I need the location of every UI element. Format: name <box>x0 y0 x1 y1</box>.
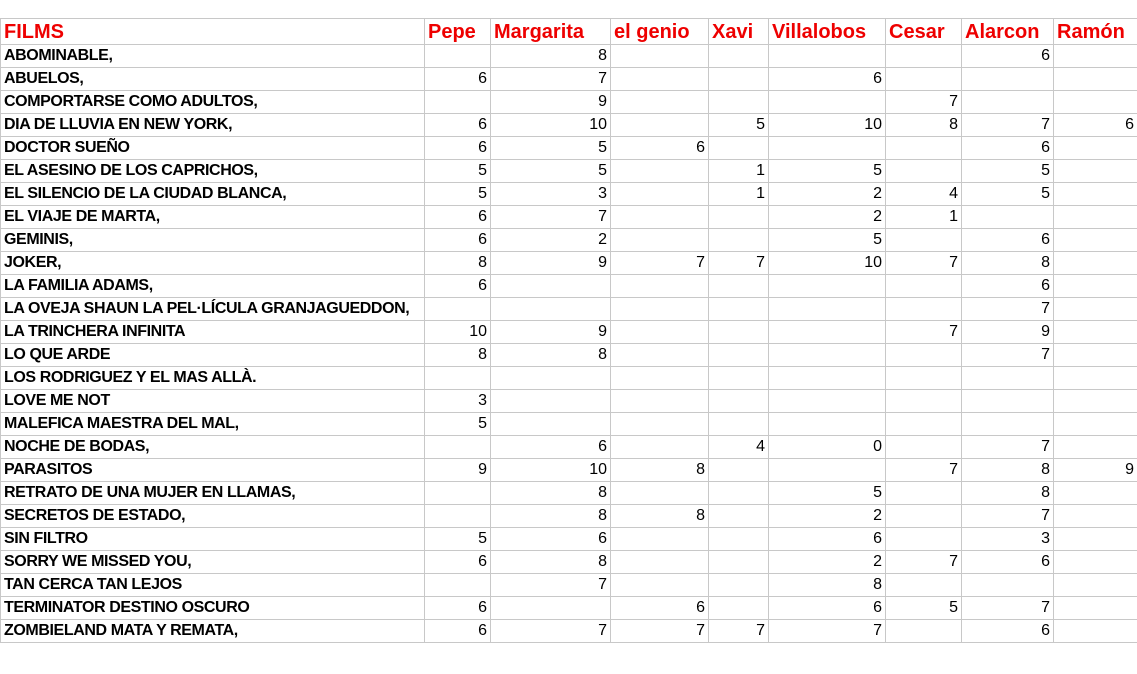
table-row <box>1 183 1137 206</box>
rating-cell[interactable]: 9 <box>1054 459 1137 482</box>
film-title-cell[interactable]: ZOMBIELAND MATA Y REMATA, <box>1 620 425 643</box>
film-title-cell[interactable]: GEMINIS, <box>1 229 425 252</box>
rating-cell[interactable]: 3 <box>425 390 491 413</box>
rating-cell[interactable]: 8 <box>491 551 611 574</box>
rating-cell[interactable] <box>611 275 709 298</box>
rating-cell[interactable]: 2 <box>491 229 611 252</box>
rating-cell[interactable]: 5 <box>769 160 886 183</box>
rating-cell[interactable]: 6 <box>425 275 491 298</box>
rating-cell[interactable] <box>611 344 709 367</box>
rating-cell[interactable]: 7 <box>491 68 611 91</box>
rating-cell[interactable] <box>425 505 491 528</box>
rating-cell[interactable]: 8 <box>962 482 1054 505</box>
rating-cell[interactable]: 10 <box>769 114 886 137</box>
rating-cell[interactable]: 9 <box>491 91 611 114</box>
rating-cell[interactable]: 6 <box>425 597 491 620</box>
rating-cell[interactable] <box>611 206 709 229</box>
rating-cell[interactable]: 7 <box>962 114 1054 137</box>
film-title-cell[interactable]: ABOMINABLE, <box>1 45 425 68</box>
film-rows <box>1 45 1137 643</box>
rating-cell[interactable] <box>769 321 886 344</box>
rating-cell[interactable]: 6 <box>425 620 491 643</box>
header-reviewer[interactable]: Ramón <box>1054 19 1137 45</box>
film-title-cell[interactable]: LO QUE ARDE <box>1 344 425 367</box>
rating-cell[interactable] <box>709 321 769 344</box>
rating-cell[interactable]: 9 <box>491 321 611 344</box>
table-row <box>1 620 1137 643</box>
rating-cell[interactable] <box>962 68 1054 91</box>
rating-cell[interactable] <box>1054 91 1137 114</box>
header-films[interactable]: FILMS <box>1 19 425 45</box>
film-title-cell[interactable]: LA OVEJA SHAUN LA PEL·LÍCULA GRANJAGUEDDON, <box>1 298 425 321</box>
rating-cell[interactable]: 6 <box>425 114 491 137</box>
film-title-cell[interactable]: RETRATO DE UNA MUJER EN LLAMAS, <box>1 482 425 505</box>
table-row <box>1 321 1137 344</box>
rating-cell[interactable] <box>962 413 1054 436</box>
rating-cell[interactable] <box>709 344 769 367</box>
rating-cell[interactable] <box>1054 321 1137 344</box>
rating-cell[interactable]: 6 <box>769 528 886 551</box>
rating-cell[interactable] <box>709 574 769 597</box>
rating-cell[interactable]: 7 <box>491 574 611 597</box>
rating-cell[interactable] <box>886 160 962 183</box>
rating-cell[interactable]: 7 <box>769 620 886 643</box>
rating-cell[interactable] <box>769 275 886 298</box>
table-row <box>1 45 1137 68</box>
rating-cell[interactable]: 5 <box>425 183 491 206</box>
rating-cell[interactable]: 2 <box>769 206 886 229</box>
rating-cell[interactable] <box>886 620 962 643</box>
rating-cell[interactable]: 6 <box>962 620 1054 643</box>
rating-cell[interactable]: 6 <box>425 206 491 229</box>
rating-cell[interactable]: 7 <box>491 620 611 643</box>
rating-cell[interactable] <box>491 390 611 413</box>
rating-cell[interactable]: 6 <box>491 528 611 551</box>
rating-cell[interactable] <box>1054 252 1137 275</box>
rating-cell[interactable] <box>425 367 491 390</box>
rating-cell[interactable] <box>1054 551 1137 574</box>
header-row-group <box>1 19 1137 45</box>
rating-cell[interactable] <box>611 551 709 574</box>
rating-cell[interactable] <box>709 229 769 252</box>
rating-cell[interactable] <box>611 160 709 183</box>
rating-cell[interactable] <box>886 229 962 252</box>
rating-cell[interactable] <box>491 367 611 390</box>
rating-cell[interactable] <box>962 574 1054 597</box>
rating-cell[interactable] <box>1054 597 1137 620</box>
film-title-cell[interactable]: ABUELOS, <box>1 68 425 91</box>
film-title-cell[interactable]: LOS RODRIGUEZ Y EL MAS ALLÀ. <box>1 367 425 390</box>
rating-cell[interactable]: 3 <box>962 528 1054 551</box>
rating-cell[interactable] <box>886 68 962 91</box>
rating-cell[interactable] <box>709 390 769 413</box>
film-title-cell[interactable]: SECRETOS DE ESTADO, <box>1 505 425 528</box>
table-row <box>1 528 1137 551</box>
rating-cell[interactable] <box>611 321 709 344</box>
table-row <box>1 114 1137 137</box>
rating-cell[interactable] <box>709 413 769 436</box>
rating-cell[interactable] <box>1054 68 1137 91</box>
rating-cell[interactable] <box>709 91 769 114</box>
table-row <box>1 252 1137 275</box>
film-title-cell[interactable]: SORRY WE MISSED YOU, <box>1 551 425 574</box>
rating-cell[interactable]: 6 <box>491 436 611 459</box>
film-title-cell[interactable]: PARASITOS <box>1 459 425 482</box>
rating-cell[interactable] <box>611 68 709 91</box>
header-reviewer[interactable]: Pepe <box>425 19 491 45</box>
rating-cell[interactable] <box>491 597 611 620</box>
rating-cell[interactable]: 8 <box>962 459 1054 482</box>
rating-cell[interactable]: 2 <box>769 505 886 528</box>
rating-cell[interactable] <box>886 505 962 528</box>
rating-cell[interactable]: 5 <box>709 114 769 137</box>
rating-cell[interactable]: 8 <box>425 344 491 367</box>
rating-cell[interactable] <box>709 137 769 160</box>
header-reviewer[interactable]: Xavi <box>709 19 769 45</box>
rating-cell[interactable] <box>709 482 769 505</box>
table-row <box>1 344 1137 367</box>
rating-cell[interactable] <box>769 367 886 390</box>
rating-cell[interactable] <box>1054 413 1137 436</box>
rating-cell[interactable] <box>886 275 962 298</box>
rating-cell[interactable] <box>1054 620 1137 643</box>
rating-cell[interactable]: 8 <box>886 114 962 137</box>
rating-cell[interactable]: 9 <box>962 321 1054 344</box>
rating-cell[interactable] <box>425 91 491 114</box>
rating-cell[interactable] <box>1054 298 1137 321</box>
rating-cell[interactable]: 7 <box>962 505 1054 528</box>
table-row <box>1 436 1137 459</box>
film-title-cell[interactable]: JOKER, <box>1 252 425 275</box>
header-row <box>1 19 1137 45</box>
rating-cell[interactable] <box>886 390 962 413</box>
rating-cell[interactable]: 7 <box>886 459 962 482</box>
rating-cell[interactable] <box>886 528 962 551</box>
rating-cell[interactable] <box>611 436 709 459</box>
rating-cell[interactable] <box>886 413 962 436</box>
header-reviewer[interactable]: Cesar <box>886 19 962 45</box>
rating-cell[interactable] <box>962 390 1054 413</box>
rating-cell[interactable]: 7 <box>611 620 709 643</box>
rating-cell[interactable] <box>611 367 709 390</box>
rating-cell[interactable] <box>1054 505 1137 528</box>
rating-cell[interactable]: 7 <box>962 436 1054 459</box>
rating-cell[interactable]: 5 <box>425 160 491 183</box>
rating-cell[interactable]: 8 <box>769 574 886 597</box>
rating-cell[interactable] <box>886 344 962 367</box>
rating-cell[interactable] <box>425 574 491 597</box>
rating-cell[interactable] <box>709 206 769 229</box>
rating-cell[interactable] <box>491 298 611 321</box>
table-row <box>1 551 1137 574</box>
rating-cell[interactable]: 7 <box>709 252 769 275</box>
rating-cell[interactable] <box>709 275 769 298</box>
rating-cell[interactable]: 6 <box>962 551 1054 574</box>
rating-cell[interactable]: 5 <box>769 482 886 505</box>
rating-cell[interactable]: 6 <box>1054 114 1137 137</box>
header-reviewer[interactable]: Villalobos <box>769 19 886 45</box>
rating-cell[interactable] <box>425 436 491 459</box>
rating-cell[interactable] <box>1054 528 1137 551</box>
rating-cell[interactable] <box>425 482 491 505</box>
rating-cell[interactable]: 4 <box>709 436 769 459</box>
rating-cell[interactable]: 7 <box>962 298 1054 321</box>
rating-cell[interactable]: 5 <box>886 597 962 620</box>
rating-cell[interactable] <box>611 390 709 413</box>
rating-cell[interactable]: 6 <box>769 68 886 91</box>
table-row <box>1 68 1137 91</box>
rating-cell[interactable]: 9 <box>491 252 611 275</box>
rating-cell[interactable]: 1 <box>886 206 962 229</box>
rating-cell[interactable]: 8 <box>491 45 611 68</box>
rating-cell[interactable] <box>1054 482 1137 505</box>
rating-cell[interactable] <box>611 574 709 597</box>
rating-cell[interactable]: 8 <box>491 505 611 528</box>
rating-cell[interactable] <box>1054 275 1137 298</box>
ratings-spreadsheet <box>0 18 1137 643</box>
rating-cell[interactable]: 5 <box>962 160 1054 183</box>
table-row <box>1 574 1137 597</box>
rating-cell[interactable] <box>886 482 962 505</box>
rating-cell[interactable]: 7 <box>886 252 962 275</box>
rating-cell[interactable] <box>611 45 709 68</box>
header-reviewer[interactable]: el genio <box>611 19 709 45</box>
rating-cell[interactable] <box>611 413 709 436</box>
film-title-cell[interactable]: NOCHE DE BODAS, <box>1 436 425 459</box>
rating-cell[interactable] <box>769 390 886 413</box>
rating-cell[interactable] <box>962 206 1054 229</box>
rating-cell[interactable] <box>1054 183 1137 206</box>
rating-cell[interactable] <box>709 298 769 321</box>
rating-cell[interactable]: 6 <box>962 229 1054 252</box>
rating-cell[interactable]: 6 <box>425 68 491 91</box>
rating-cell[interactable] <box>886 298 962 321</box>
rating-cell[interactable] <box>886 574 962 597</box>
rating-cell[interactable]: 10 <box>491 114 611 137</box>
film-title-cell[interactable]: LOVE ME NOT <box>1 390 425 413</box>
table-row <box>1 597 1137 620</box>
rating-cell[interactable] <box>709 45 769 68</box>
rating-cell[interactable]: 0 <box>769 436 886 459</box>
rating-cell[interactable]: 6 <box>962 45 1054 68</box>
table-row <box>1 298 1137 321</box>
rating-cell[interactable]: 5 <box>425 413 491 436</box>
rating-cell[interactable]: 6 <box>425 229 491 252</box>
film-title-cell[interactable]: LA FAMILIA ADAMS, <box>1 275 425 298</box>
film-title-cell[interactable]: TERMINATOR DESTINO OSCURO <box>1 597 425 620</box>
rating-cell[interactable]: 4 <box>886 183 962 206</box>
table-row <box>1 459 1137 482</box>
table-row <box>1 206 1137 229</box>
table-row <box>1 275 1137 298</box>
rating-cell[interactable]: 7 <box>886 321 962 344</box>
rating-cell[interactable]: 7 <box>491 206 611 229</box>
rating-cell[interactable] <box>769 413 886 436</box>
table-row <box>1 390 1137 413</box>
rating-cell[interactable] <box>611 183 709 206</box>
rating-cell[interactable]: 9 <box>425 459 491 482</box>
rating-cell[interactable] <box>1054 367 1137 390</box>
rating-cell[interactable] <box>1054 344 1137 367</box>
rating-cell[interactable] <box>1054 574 1137 597</box>
rating-cell[interactable] <box>709 367 769 390</box>
rating-cell[interactable] <box>611 528 709 551</box>
film-title-cell[interactable]: SIN FILTRO <box>1 528 425 551</box>
rating-cell[interactable]: 7 <box>611 252 709 275</box>
rating-cell[interactable] <box>709 68 769 91</box>
rating-cell[interactable]: 8 <box>611 459 709 482</box>
rating-cell[interactable]: 7 <box>962 344 1054 367</box>
film-title-cell[interactable]: DIA DE LLUVIA EN NEW YORK, <box>1 114 425 137</box>
rating-cell[interactable] <box>491 413 611 436</box>
rating-cell[interactable]: 8 <box>491 482 611 505</box>
table-row <box>1 505 1137 528</box>
rating-cell[interactable]: 5 <box>962 183 1054 206</box>
rating-cell[interactable] <box>769 137 886 160</box>
table-row <box>1 160 1137 183</box>
rating-cell[interactable]: 8 <box>491 344 611 367</box>
rating-cell[interactable] <box>611 482 709 505</box>
rating-cell[interactable] <box>611 298 709 321</box>
rating-cell[interactable]: 8 <box>962 252 1054 275</box>
rating-cell[interactable]: 6 <box>611 597 709 620</box>
rating-cell[interactable] <box>769 459 886 482</box>
rating-cell[interactable] <box>769 45 886 68</box>
rating-cell[interactable] <box>1054 206 1137 229</box>
rating-cell[interactable]: 5 <box>491 137 611 160</box>
rating-cell[interactable] <box>425 298 491 321</box>
table-row <box>1 91 1137 114</box>
film-title-cell[interactable]: DOCTOR SUEÑO <box>1 137 425 160</box>
film-title-cell[interactable]: EL ASESINO DE LOS CAPRICHOS, <box>1 160 425 183</box>
rating-cell[interactable] <box>709 528 769 551</box>
rating-cell[interactable]: 8 <box>611 505 709 528</box>
rating-cell[interactable]: 7 <box>886 91 962 114</box>
rating-cell[interactable] <box>769 91 886 114</box>
rating-cell[interactable]: 10 <box>769 252 886 275</box>
rating-cell[interactable] <box>709 597 769 620</box>
film-title-cell[interactable]: LA TRINCHERA INFINITA <box>1 321 425 344</box>
rating-cell[interactable]: 6 <box>769 597 886 620</box>
rating-cell[interactable] <box>962 91 1054 114</box>
rating-cell[interactable] <box>1054 160 1137 183</box>
rating-cell[interactable] <box>1054 436 1137 459</box>
rating-cell[interactable]: 10 <box>425 321 491 344</box>
rating-cell[interactable] <box>886 137 962 160</box>
rating-cell[interactable]: 2 <box>769 183 886 206</box>
rating-cell[interactable]: 1 <box>709 160 769 183</box>
rating-cell[interactable] <box>491 275 611 298</box>
rating-cell[interactable] <box>886 45 962 68</box>
rating-cell[interactable] <box>425 45 491 68</box>
film-title-cell[interactable]: EL VIAJE DE MARTA, <box>1 206 425 229</box>
table-row <box>1 229 1137 252</box>
rating-cell[interactable]: 6 <box>962 137 1054 160</box>
rating-cell[interactable] <box>769 344 886 367</box>
table-row <box>1 413 1137 436</box>
rating-cell[interactable] <box>611 114 709 137</box>
rating-cell[interactable] <box>709 459 769 482</box>
table-row <box>1 367 1137 390</box>
rating-cell[interactable] <box>1054 390 1137 413</box>
rating-cell[interactable] <box>1054 45 1137 68</box>
rating-cell[interactable]: 7 <box>962 597 1054 620</box>
rating-cell[interactable] <box>611 229 709 252</box>
film-title-cell[interactable]: TAN CERCA TAN LEJOS <box>1 574 425 597</box>
rating-cell[interactable]: 6 <box>425 137 491 160</box>
rating-cell[interactable]: 6 <box>425 551 491 574</box>
rating-cell[interactable] <box>611 91 709 114</box>
rating-cell[interactable]: 5 <box>769 229 886 252</box>
film-title-cell[interactable]: EL SILENCIO DE LA CIUDAD BLANCA, <box>1 183 425 206</box>
rating-cell[interactable] <box>1054 137 1137 160</box>
rating-cell[interactable]: 1 <box>709 183 769 206</box>
rating-cell[interactable] <box>1054 229 1137 252</box>
rating-cell[interactable] <box>962 367 1054 390</box>
rating-cell[interactable] <box>769 298 886 321</box>
rating-cell[interactable] <box>886 367 962 390</box>
rating-cell[interactable]: 2 <box>769 551 886 574</box>
rating-cell[interactable]: 8 <box>425 252 491 275</box>
film-title-cell[interactable]: COMPORTARSE COMO ADULTOS, <box>1 91 425 114</box>
rating-cell[interactable] <box>886 436 962 459</box>
rating-cell[interactable]: 6 <box>962 275 1054 298</box>
rating-cell[interactable]: 7 <box>709 620 769 643</box>
rating-cell[interactable]: 5 <box>425 528 491 551</box>
rating-cell[interactable]: 7 <box>886 551 962 574</box>
rating-cell[interactable]: 6 <box>611 137 709 160</box>
rating-cell[interactable] <box>709 505 769 528</box>
rating-cell[interactable]: 5 <box>491 160 611 183</box>
header-reviewer[interactable]: Alarcon <box>962 19 1054 45</box>
rating-cell[interactable]: 3 <box>491 183 611 206</box>
rating-cell[interactable]: 10 <box>491 459 611 482</box>
rating-cell[interactable] <box>709 551 769 574</box>
table-row <box>1 137 1137 160</box>
table-row <box>1 482 1137 505</box>
film-title-cell[interactable]: MALEFICA MAESTRA DEL MAL, <box>1 413 425 436</box>
header-reviewer[interactable]: Margarita <box>491 19 611 45</box>
